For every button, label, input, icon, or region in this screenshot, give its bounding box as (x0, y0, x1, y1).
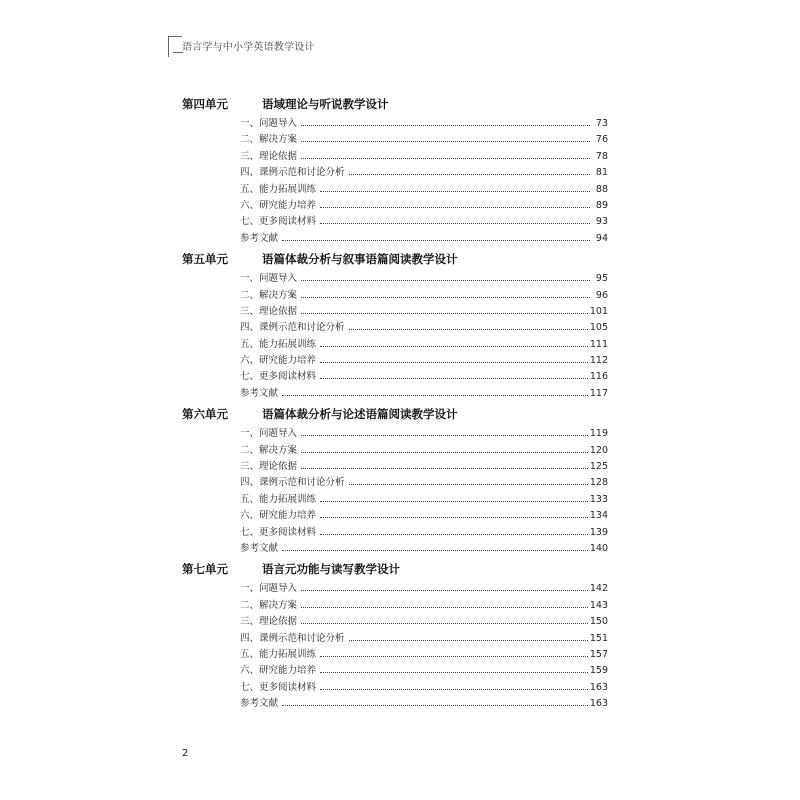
dot-leader (320, 198, 590, 208)
toc-entry-label: 五、能力拓展训练 (240, 648, 317, 660)
dot-leader (282, 696, 588, 706)
toc-entry-label: 参考文献 (240, 698, 279, 710)
toc-entry-page: 96 (595, 289, 608, 301)
toc-entry[interactable] (240, 320, 608, 336)
toc-entry[interactable] (240, 631, 608, 647)
toc-entry-label: 七、更多阅读材料 (240, 681, 317, 693)
toc-entry[interactable] (240, 337, 608, 353)
toc-entry[interactable] (240, 647, 608, 663)
toc-entry[interactable] (240, 116, 608, 132)
toc-entry[interactable] (240, 198, 608, 214)
toc-entry-page: 163 (589, 698, 608, 710)
toc-entry-page: 139 (589, 526, 608, 538)
toc-entry-page: 157 (589, 648, 608, 660)
corner-crop-mark (168, 36, 182, 57)
unit-heading[interactable] (0, 406, 800, 422)
toc-entry-page: 133 (589, 493, 608, 505)
dot-leader (320, 525, 588, 535)
toc-entry-page: 101 (589, 305, 608, 317)
toc-entry-page: 78 (595, 150, 608, 162)
dot-leader (282, 541, 588, 551)
toc-entry-page: 73 (595, 118, 608, 129)
toc-entry-label: 四、课例示范和讨论分析 (240, 477, 345, 489)
toc-entry-label: 二、解决方案 (240, 444, 298, 456)
toc-entry-page: 81 (595, 167, 608, 179)
toc-entry-page: 111 (589, 338, 608, 350)
toc-unit (0, 96, 800, 247)
toc-entry-label: 一、问题导入 (240, 428, 298, 440)
unit-number: 第五单元 (182, 252, 228, 267)
toc-entry[interactable] (240, 149, 608, 165)
toc-entry[interactable] (240, 353, 608, 369)
toc-entry-page: 140 (589, 542, 608, 554)
dot-leader (301, 304, 588, 314)
dot-leader (349, 475, 588, 485)
toc-entry-label: 三、理论依据 (240, 461, 298, 473)
dot-leader (282, 231, 590, 241)
toc-entry-label: 三、理论依据 (240, 150, 298, 162)
toc-entry[interactable] (240, 614, 608, 630)
toc-entry-page: 116 (589, 371, 608, 383)
toc-entry-page: 125 (589, 461, 608, 473)
toc-entry[interactable] (240, 459, 608, 475)
toc-entry[interactable] (240, 525, 608, 541)
dot-leader (301, 116, 590, 126)
toc-entry-label: 七、更多阅读材料 (240, 216, 317, 228)
toc-entry-page: 150 (589, 616, 608, 628)
toc-entry[interactable] (240, 508, 608, 524)
toc-entry-page: 128 (589, 477, 608, 489)
dot-leader (349, 631, 588, 641)
toc-entry-label: 一、问题导入 (240, 583, 298, 595)
toc-entry-label: 六、研究能力培养 (240, 355, 317, 367)
dot-leader (301, 288, 590, 298)
toc-entry-label: 四、课例示范和讨论分析 (240, 632, 345, 644)
toc-entry-page: 151 (589, 632, 608, 644)
toc-entry[interactable] (240, 271, 608, 287)
toc-entry-label: 五、能力拓展训练 (240, 493, 317, 505)
toc-entry-label: 二、解决方案 (240, 289, 298, 301)
toc-entry-page: 94 (595, 232, 608, 244)
dot-leader (301, 459, 588, 469)
toc-entry[interactable] (240, 132, 608, 148)
unit-number: 第六单元 (182, 407, 228, 422)
dot-leader (320, 369, 588, 379)
dot-leader (320, 508, 588, 518)
toc-entry[interactable] (240, 541, 608, 557)
dot-leader (320, 647, 588, 657)
dot-leader (320, 680, 588, 690)
toc-entry[interactable] (240, 182, 608, 198)
toc-entry-label: 四、课例示范和讨论分析 (240, 322, 345, 334)
toc-entry-label: 参考文献 (240, 542, 279, 554)
toc-entry-label: 参考文献 (240, 232, 279, 244)
toc-entry[interactable] (240, 581, 608, 597)
toc-entry[interactable] (240, 696, 608, 712)
toc-entry-page: 93 (595, 216, 608, 228)
toc-entry[interactable] (240, 231, 608, 247)
toc-entry-label: 六、研究能力培养 (240, 665, 317, 677)
toc-entry-label: 三、理论依据 (240, 305, 298, 317)
toc-unit (0, 406, 800, 557)
toc-entry[interactable] (240, 598, 608, 614)
toc-entry-page: 76 (595, 134, 608, 146)
toc-entry[interactable] (240, 426, 608, 442)
toc-entry-label: 二、解决方案 (240, 134, 298, 146)
toc-entry-page: 117 (589, 387, 608, 399)
unit-number: 第七单元 (182, 562, 228, 577)
unit-heading[interactable] (0, 96, 800, 112)
toc-entry-label: 三、理论依据 (240, 616, 298, 628)
toc-entry[interactable] (240, 304, 608, 320)
dot-leader (301, 581, 588, 591)
dot-leader (301, 271, 590, 281)
toc-entry-label: 一、问题导入 (240, 273, 298, 285)
running-head-title: 语言学与中小学英语教学设计 (182, 42, 315, 53)
toc-entry[interactable] (240, 386, 608, 402)
unit-title: 语篇体裁分析与论述语篇阅读教学设计 (262, 407, 458, 422)
toc-entry[interactable] (240, 165, 608, 181)
unit-title: 语言元功能与读写教学设计 (262, 562, 400, 577)
toc-entry-page: 88 (595, 183, 608, 195)
toc-unit (0, 561, 800, 712)
toc-entry[interactable] (240, 475, 608, 491)
toc-entry-label: 四、课例示范和讨论分析 (240, 167, 345, 179)
toc-entry-page: 105 (589, 322, 608, 334)
toc-entry-label: 七、更多阅读材料 (240, 371, 317, 383)
toc-entry-label: 五、能力拓展训练 (240, 338, 317, 350)
unit-title: 语域理论与听说教学设计 (262, 97, 389, 111)
toc-entry[interactable] (240, 288, 608, 304)
table-of-contents (0, 96, 800, 717)
unit-title: 语篇体裁分析与叙事语篇阅读教学设计 (262, 252, 458, 267)
toc-entry-page: 119 (589, 428, 608, 440)
toc-entry-label: 六、研究能力培养 (240, 199, 317, 211)
dot-leader (349, 320, 588, 330)
toc-entry-label: 七、更多阅读材料 (240, 526, 317, 538)
dot-leader (320, 182, 590, 192)
toc-entry-page: 134 (589, 510, 608, 522)
dot-leader (320, 492, 588, 502)
toc-entry-page: 112 (589, 355, 608, 367)
toc-entry-page: 142 (589, 583, 608, 595)
dot-leader (301, 598, 588, 608)
dot-leader (301, 426, 588, 436)
unit-heading[interactable] (0, 561, 800, 577)
toc-entry-label: 六、研究能力培养 (240, 510, 317, 522)
toc-entry-page: 95 (595, 273, 608, 285)
toc-unit (0, 251, 800, 402)
toc-entry-page: 120 (589, 444, 608, 456)
dot-leader (320, 663, 588, 673)
toc-entry-label: 二、解决方案 (240, 599, 298, 611)
toc-entry-page: 163 (589, 681, 608, 693)
page-number: 2 (182, 748, 189, 759)
toc-entry[interactable] (240, 492, 608, 508)
toc-entry-label: 一、问题导入 (240, 118, 298, 129)
dot-leader (301, 132, 590, 142)
toc-entry[interactable] (240, 680, 608, 696)
toc-entry-page: 89 (595, 199, 608, 211)
toc-entry[interactable] (240, 214, 608, 230)
dot-leader (349, 165, 590, 175)
toc-entry-page: 143 (589, 599, 608, 611)
unit-number: 第四单元 (182, 97, 228, 111)
dot-leader (320, 353, 588, 363)
toc-entry-page: 159 (589, 665, 608, 677)
unit-heading[interactable] (0, 251, 800, 267)
dot-leader (282, 386, 588, 396)
dot-leader (320, 214, 590, 224)
toc-entry[interactable] (240, 369, 608, 385)
dot-leader (301, 149, 590, 159)
dot-leader (320, 337, 588, 347)
dot-leader (301, 614, 588, 624)
toc-entry[interactable] (240, 443, 608, 459)
toc-entry[interactable] (240, 663, 608, 679)
toc-entry-label: 参考文献 (240, 387, 279, 399)
toc-entry-label: 五、能力拓展训练 (240, 183, 317, 195)
dot-leader (301, 443, 588, 453)
